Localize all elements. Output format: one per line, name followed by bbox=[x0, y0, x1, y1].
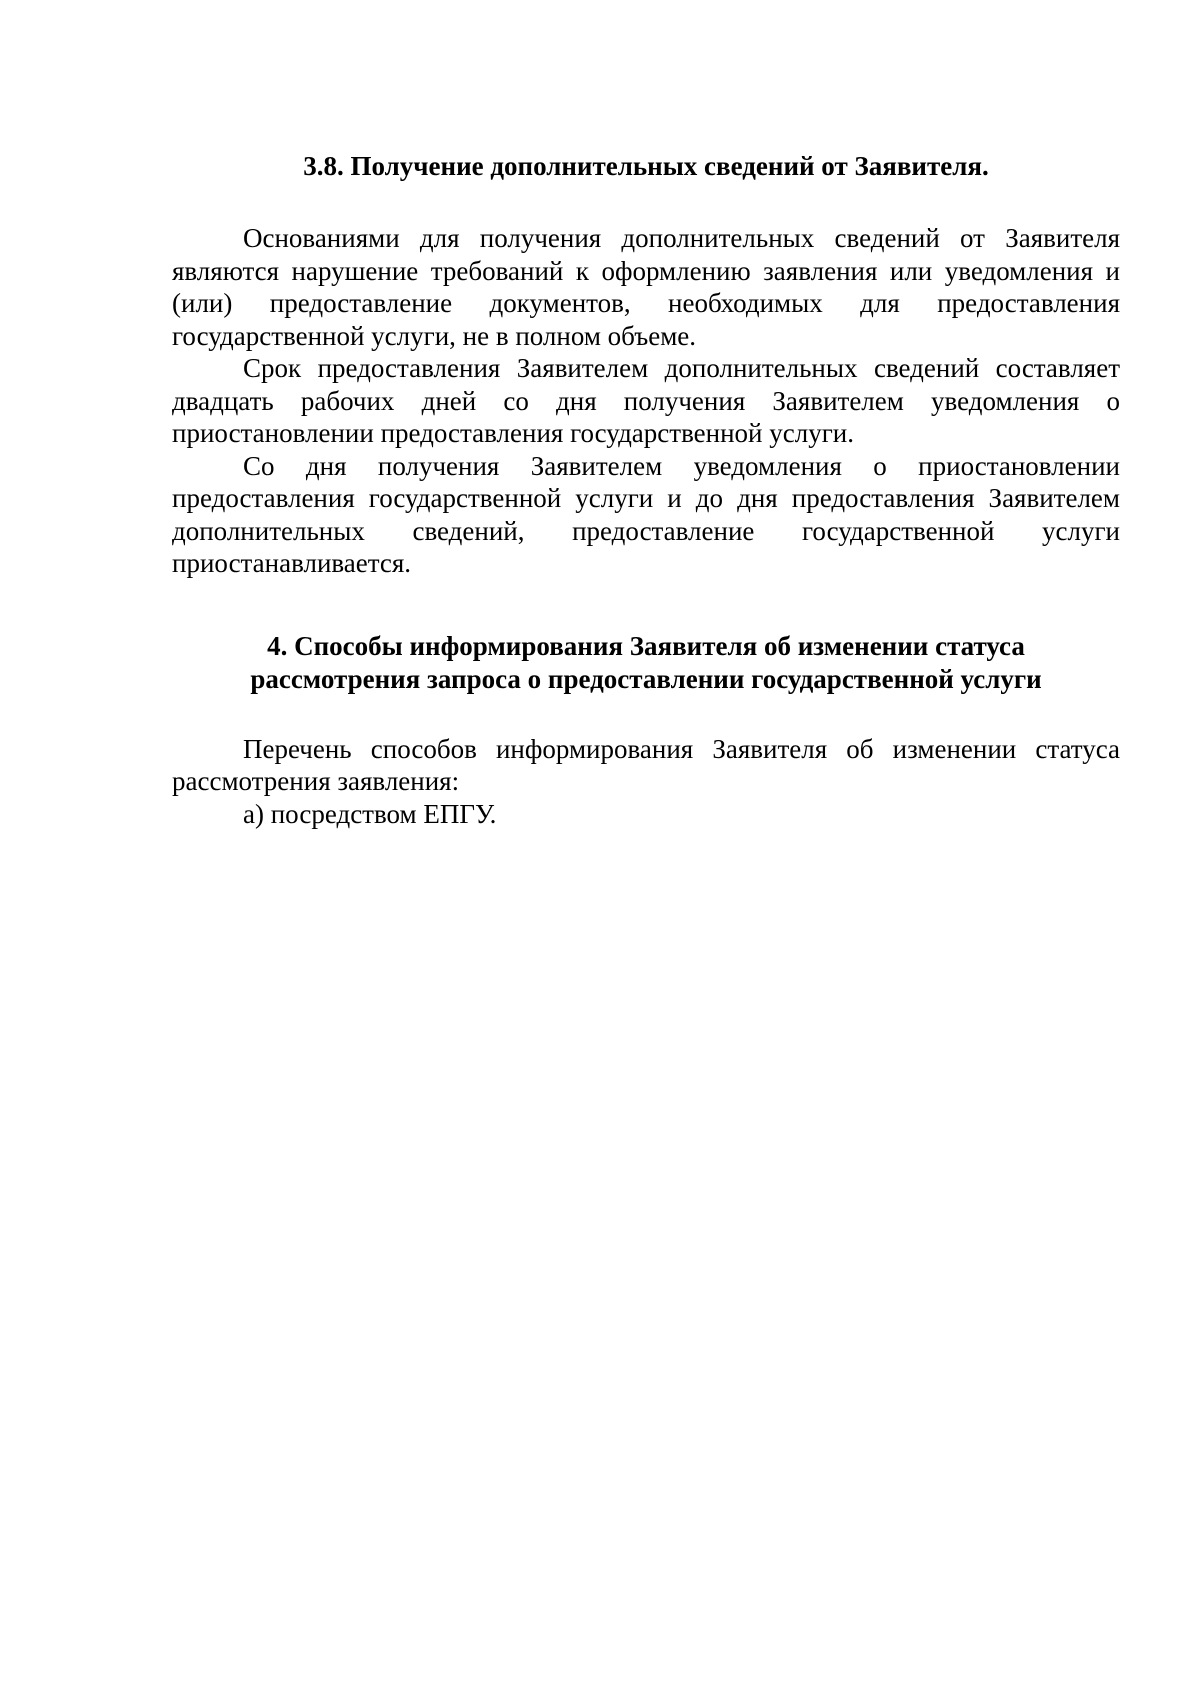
section-3-8-body bbox=[172, 222, 1120, 580]
section-4-body bbox=[172, 733, 1120, 831]
section-4-paragraph-1: Перечень способов информирования Заявителя об изменении статуса рассмотрения заявления: bbox=[172, 733, 1120, 796]
section-3-8-paragraph-1: Основаниями для получения дополнительных сведений от Заявителя являются нарушение требований к оформлению заявления или уведомления и (или) предоставление документов, необходимых для предоставления государственной услуги, не в полном объеме. bbox=[172, 223, 1120, 351]
section-3-8-paragraph-3: Со дня получения Заявителем уведомления о приостановлении предоставления государственной услуги и до дня предоставления Заявителем дополнительных сведений, предоставление государственной услуги приостанавливается. bbox=[172, 450, 1120, 578]
section-4-title-line-1: 4. Способы информирования Заявителя об изменении статуса bbox=[267, 630, 1025, 661]
document-page bbox=[172, 128, 1120, 830]
section-4-title-line-2: рассмотрения запроса о предоставлении государственной услуги bbox=[250, 663, 1042, 694]
section-4-title bbox=[172, 630, 1120, 696]
section-4-list-item-a: а) посредством ЕПГУ. bbox=[243, 798, 497, 829]
section-3-8-title: 3.8. Получение дополнительных сведений от Заявителя. bbox=[303, 151, 989, 181]
section-3-8-paragraph-2: Срок предоставления Заявителем дополнительных сведений составляет двадцать рабочих дней со дня получения Заявителем уведомления о приостановлении предоставления государственной услуги. bbox=[172, 353, 1120, 448]
